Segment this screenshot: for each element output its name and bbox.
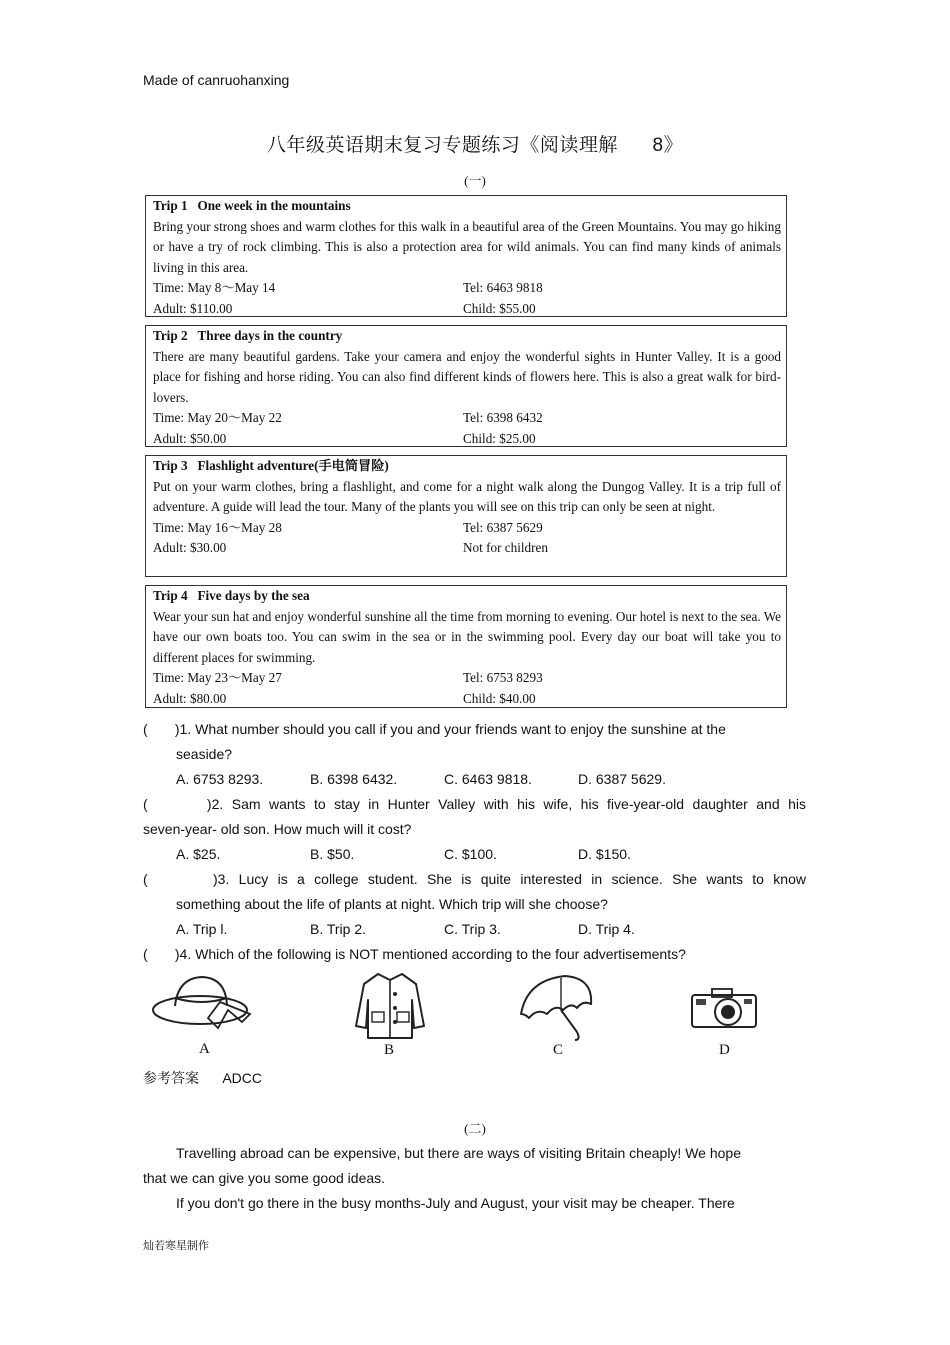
option-c: C. Trip 3. (444, 921, 501, 937)
question-3 (143, 867, 806, 942)
trip-ad-2 (145, 325, 787, 447)
paragraph-line: Travelling abroad can be expensive, but there are ways of visiting Britain cheaply! We hope (176, 1145, 741, 1161)
paragraph-line: If you don't go there in the busy months-July and August, your visit may be cheaper. There (176, 1195, 735, 1211)
option-a: A. Trip l. (176, 921, 228, 937)
trip-adult-price: Adult: $80.00 (153, 690, 227, 706)
option-b: B. Trip 2. (310, 921, 367, 937)
trip-title: Trip 2 Three days in the country (153, 328, 343, 343)
picture-label-c: C (553, 1042, 564, 1058)
trip-ad-1 (145, 195, 787, 317)
question-2 (143, 792, 806, 867)
picture-label-d: D (719, 1042, 730, 1058)
trip-ad-3 (145, 455, 787, 577)
section-heading-1: (一) (464, 173, 486, 188)
sun-hat-icon (150, 970, 260, 1040)
picture-label-a: A (199, 1041, 210, 1057)
question-text: ( )3. Lucy is a college student. She is quite interested in science. She wants to know (143, 871, 806, 887)
option-d: D. Trip 4. (578, 921, 635, 937)
trip-description: Wear your sun hat and enjoy wonderful sunshine all the time from morning to evening. Our hotel is next to the sea. We have our own boats too. You can swim in the sea or in the swimming pool. Every day our boat will take you to different places for swimming. (153, 608, 781, 665)
jacket-icon (350, 970, 430, 1042)
question-text: ( )2. Sam wants to stay in Hunter Valley with his wife, his five-year-old daughter and his (143, 796, 806, 812)
camera-icon (688, 985, 760, 1033)
trip-child-price: Child: $25.00 (463, 430, 536, 446)
trip-time: Time: May 20～May 22 (153, 410, 282, 425)
trip-time: Time: May 16～May 28 (153, 519, 282, 535)
trip-tel: Tel: 6387 5629 (463, 519, 543, 535)
trip-title: Trip 3 Flashlight adventure(手电筒冒险) (153, 458, 389, 473)
trip-tel: Tel: 6463 9818 (463, 280, 543, 295)
answer-key: 参考答案 ADCC (143, 1070, 263, 1086)
trip-description: There are many beautiful gardens. Take your camera and enjoy the wonderful sights in Hunter Valley. It is a good place for fishing and horse riding. You can also find different kinds of flowers here. This is also a great walk for bird-lovers. (153, 348, 781, 405)
question-1 (143, 717, 806, 792)
question-text-cont: seaside? (176, 746, 233, 762)
question-text-cont: seven-year- old son. How much will it cost? (143, 821, 412, 837)
option-d: D. 6387 5629. (578, 771, 666, 787)
option-c: C. $100. (444, 846, 497, 862)
passage-paragraph-1 (143, 1141, 780, 1216)
question-4 (143, 942, 806, 967)
trip-child-note: Not for children (463, 540, 548, 555)
section-heading-2: (二) (464, 1121, 486, 1136)
trip-ad-4 (145, 585, 787, 708)
trip-child-price: Child: $55.00 (463, 300, 536, 316)
question-text: ( )4. Which of the following is NOT mentioned according to the four advertisements? (143, 946, 686, 962)
trip-title: Trip 1 One week in the mountains (153, 198, 351, 213)
umbrella-icon (515, 970, 600, 1042)
trip-tel: Tel: 6753 8293 (463, 670, 543, 685)
picture-label-b: B (384, 1042, 395, 1058)
option-b: B. $50. (310, 846, 355, 862)
trip-adult-price: Adult: $110.00 (153, 300, 233, 316)
trip-time: Time: May 8～May 14 (153, 280, 276, 295)
trip-tel: Tel: 6398 6432 (463, 410, 543, 425)
page-header: Made of canruohanxing (143, 72, 290, 88)
trip-description: Bring your strong shoes and warm clothes for this walk in a beautiful area of the Green Mountains. You may go hiking or have a try of rock climbing. This is also a protection area for wild animals. You can find many kinds of animals living in this area. (153, 218, 781, 275)
trip-adult-price: Adult: $30.00 (153, 540, 227, 555)
question-text-cont: something about the life of plants at night. Which trip will she choose? (176, 896, 608, 912)
option-b: B. 6398 6432. (310, 771, 398, 787)
trip-title: Trip 4 Five days by the sea (153, 588, 310, 603)
trip-child-price: Child: $40.00 (463, 690, 536, 706)
option-a: A. $25. (176, 846, 221, 862)
trip-adult-price: Adult: $50.00 (153, 430, 227, 446)
option-a: A. 6753 8293. (176, 771, 264, 787)
page-title: 八年级英语期末复习专题练习《阅读理解 8》 (266, 135, 684, 156)
trip-time: Time: May 23～May 27 (153, 670, 282, 685)
option-d: D. $150. (578, 846, 631, 862)
trip-description: Put on your warm clothes, bring a flashlight, and come for a night walk along the Dungog Valley. It is a trip full of adventure. A guide will lead the tour. Many of the plants you will see on this trip can only be seen at night. (153, 478, 781, 514)
question-text: ( )1. What number should you call if you and your friends want to enjoy the sunshine at the (143, 721, 726, 737)
paragraph-line: that we can give you some good ideas. (143, 1170, 386, 1186)
option-c: C. 6463 9818. (444, 771, 532, 787)
page-footer: 灿若寒星制作 (143, 1239, 209, 1252)
